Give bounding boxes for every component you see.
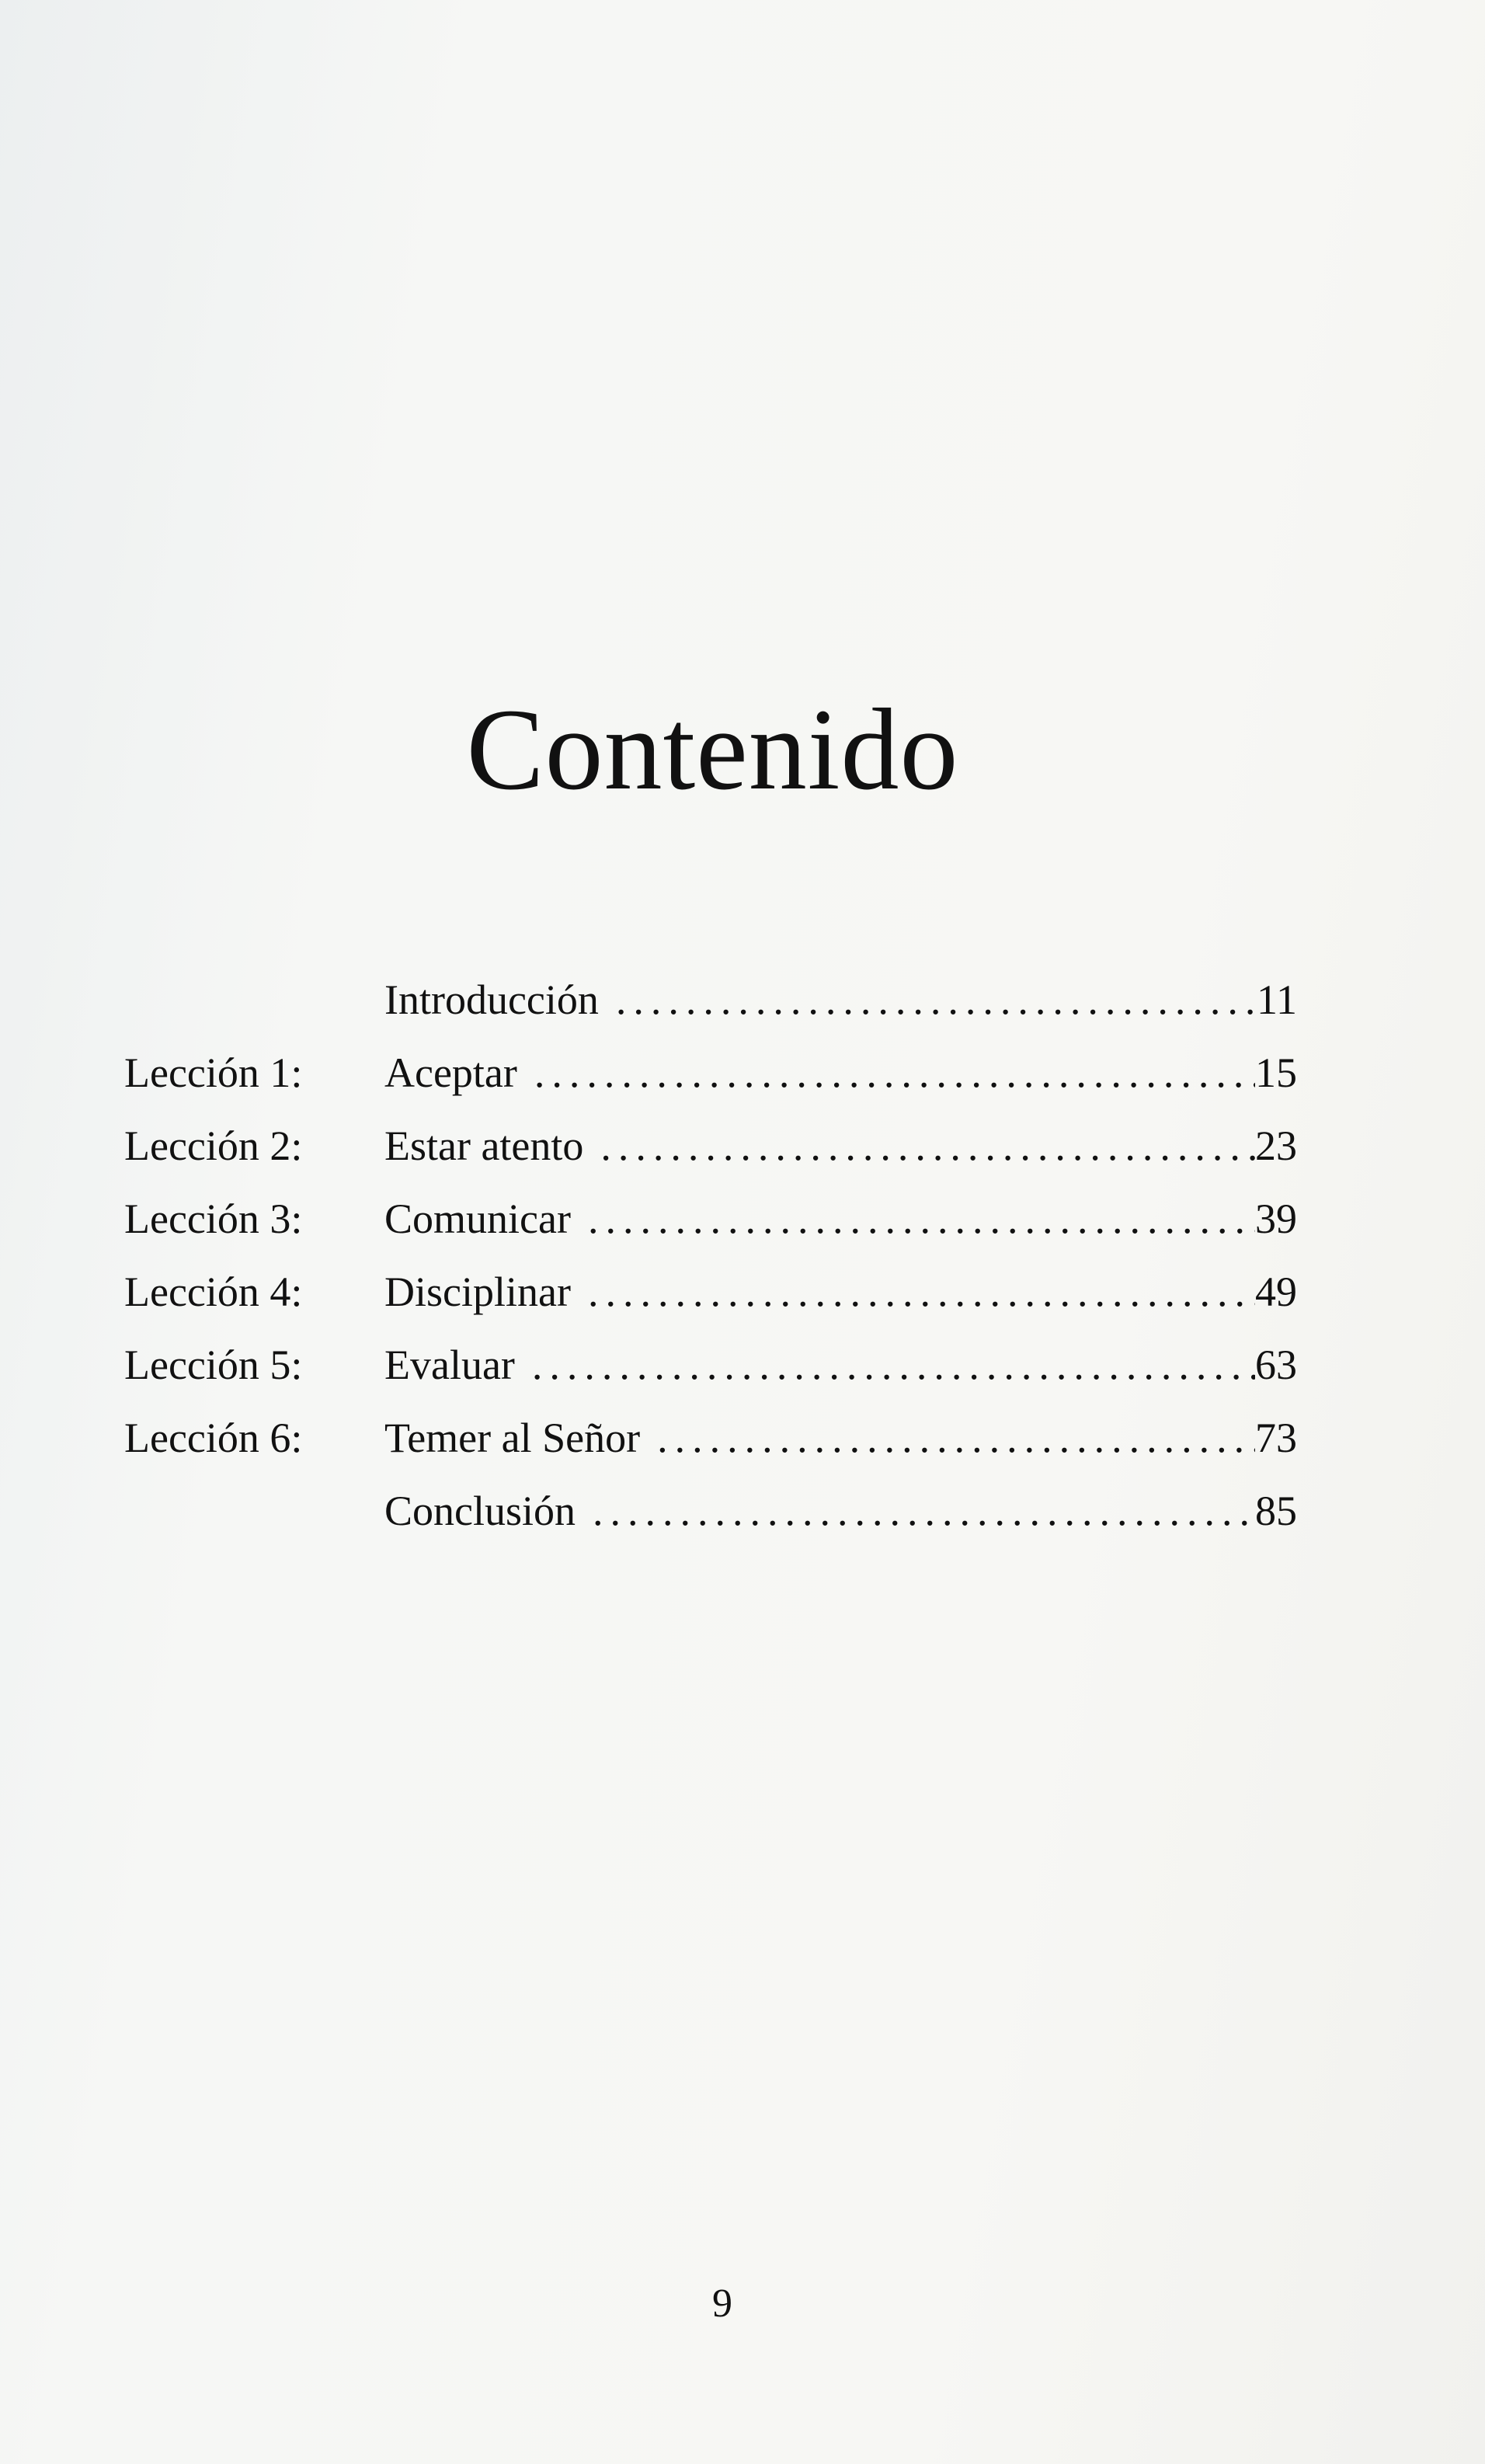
toc-entry-title: Disciplinar xyxy=(384,1269,571,1315)
dot-leader xyxy=(571,1182,1255,1255)
dot-leader xyxy=(583,1109,1255,1182)
toc-lesson-label: Lección 2: xyxy=(124,1122,303,1169)
toc-lesson-label: Lección 5: xyxy=(124,1342,303,1388)
toc-row-leccion-3 xyxy=(124,1182,1297,1255)
table-of-contents xyxy=(124,963,1297,1547)
dot-leader xyxy=(571,1255,1255,1328)
toc-lesson-label: Lección 4: xyxy=(124,1269,303,1315)
toc-entry xyxy=(384,1182,1297,1255)
toc-page-number: 11 xyxy=(1257,976,1297,1023)
toc-row-leccion-1 xyxy=(124,1036,1297,1109)
toc-lesson-label: Lección 1: xyxy=(124,1049,303,1096)
dot-leader xyxy=(517,1036,1255,1109)
toc-row-leccion-6 xyxy=(124,1401,1297,1474)
toc-lesson-label: Lección 6: xyxy=(124,1415,303,1461)
dot-leader xyxy=(599,963,1257,1036)
toc-page-number: 63 xyxy=(1255,1342,1297,1388)
toc-entry xyxy=(384,1036,1297,1109)
toc-row-leccion-4 xyxy=(124,1255,1297,1328)
toc-page-number: 15 xyxy=(1255,1049,1297,1096)
page-title: Contenido xyxy=(466,685,959,814)
toc-page-number: 85 xyxy=(1255,1488,1297,1534)
toc-entry-title: Comunicar xyxy=(384,1195,571,1242)
toc-entry-title: Aceptar xyxy=(384,1049,517,1096)
dot-leader xyxy=(640,1401,1255,1474)
toc-row-introduccion xyxy=(124,963,1297,1036)
dot-leader xyxy=(515,1328,1255,1401)
toc-entry-title: Introducción xyxy=(384,976,599,1023)
toc-entry-title: Temer al Señor xyxy=(384,1415,641,1461)
toc-page-number: 49 xyxy=(1255,1269,1297,1315)
dot-leader xyxy=(576,1474,1255,1547)
toc-row-leccion-2 xyxy=(124,1109,1297,1182)
toc-entry xyxy=(384,1474,1297,1547)
toc-entry xyxy=(384,963,1297,1036)
toc-entry xyxy=(384,1328,1297,1401)
page-number: 9 xyxy=(712,2281,732,2326)
toc-entry-title: Evaluar xyxy=(384,1342,515,1388)
toc-page-number: 23 xyxy=(1255,1122,1297,1169)
toc-entry xyxy=(384,1401,1297,1474)
toc-page-number: 73 xyxy=(1255,1415,1297,1461)
toc-lesson-label: Lección 3: xyxy=(124,1195,303,1242)
toc-page-number: 39 xyxy=(1255,1195,1297,1242)
toc-row-conclusion xyxy=(124,1474,1297,1547)
toc-row-leccion-5 xyxy=(124,1328,1297,1401)
toc-entry xyxy=(384,1255,1297,1328)
toc-entry-title: Estar atento xyxy=(384,1122,584,1169)
toc-entry xyxy=(384,1109,1297,1182)
toc-entry-title: Conclusión xyxy=(384,1488,576,1534)
